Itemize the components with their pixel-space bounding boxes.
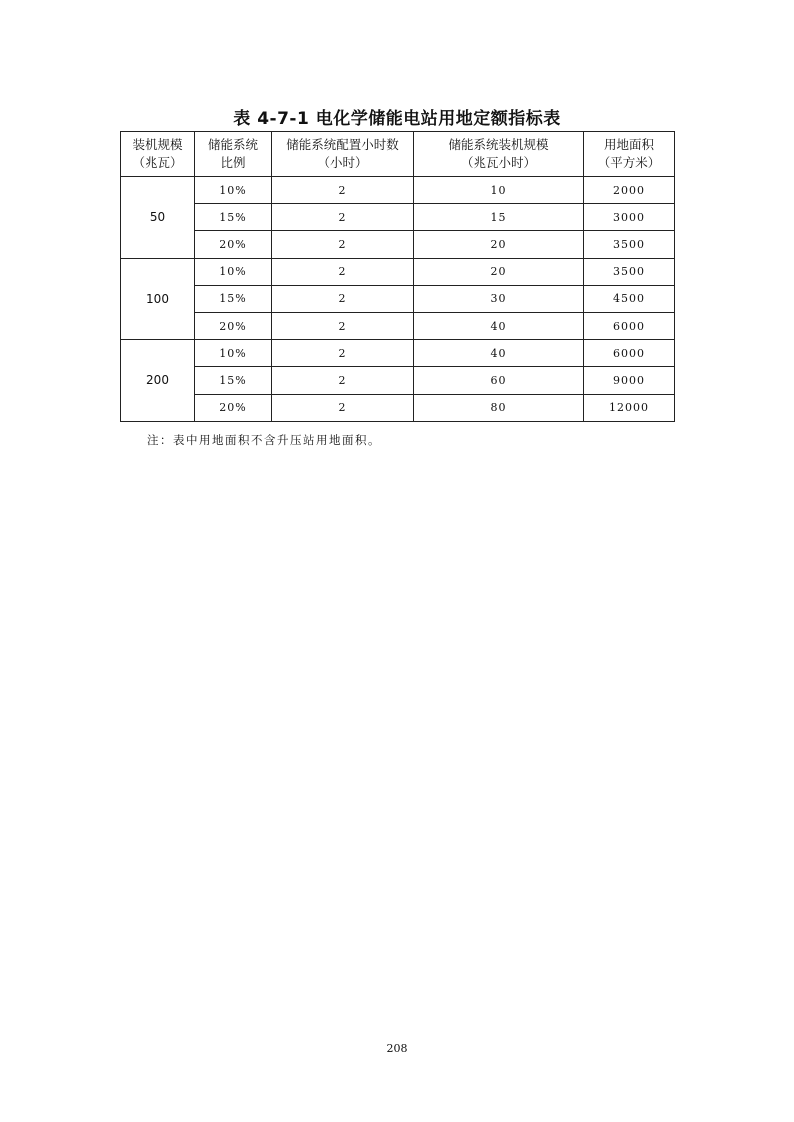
header-label: 装机规模	[132, 137, 183, 152]
table-row	[121, 258, 675, 285]
ratio-cell: 20%	[195, 231, 272, 258]
table-title: 表 4-7-1 电化学储能电站用地定额指标表	[233, 109, 561, 129]
header-unit: 比例	[220, 155, 246, 170]
ratio-cell: 15%	[195, 204, 272, 231]
header-ratio	[195, 132, 272, 177]
ratio-cell: 10%	[195, 258, 272, 285]
hours-cell: 2	[272, 285, 414, 312]
hours-cell: 2	[272, 394, 414, 421]
header-unit: （小时）	[317, 155, 368, 170]
header-hours	[272, 132, 414, 177]
header-capacity	[121, 132, 195, 177]
header-label: 储能系统装机规模	[448, 137, 549, 152]
hours-cell: 2	[272, 367, 414, 394]
scale-cell: 60	[414, 367, 584, 394]
header-label: 储能系统	[207, 137, 258, 152]
header-unit: （平方米）	[597, 155, 661, 170]
table-row	[121, 204, 675, 231]
capacity-cell: 50	[121, 177, 195, 259]
table-header-row	[121, 132, 675, 177]
area-cell: 3500	[584, 258, 675, 285]
ratio-cell: 10%	[195, 177, 272, 204]
area-cell: 12000	[584, 394, 675, 421]
ratio-cell: 20%	[195, 312, 272, 339]
table-row	[121, 312, 675, 339]
area-cell: 9000	[584, 367, 675, 394]
table-row	[121, 340, 675, 367]
page-number: 208	[386, 1042, 408, 1055]
header-unit: （兆瓦）	[132, 155, 183, 170]
scale-cell: 40	[414, 312, 584, 339]
table-row	[121, 177, 675, 204]
area-cell: 4500	[584, 285, 675, 312]
ratio-cell: 10%	[195, 340, 272, 367]
scale-cell: 30	[414, 285, 584, 312]
header-label: 用地面积	[603, 137, 654, 152]
hours-cell: 2	[272, 340, 414, 367]
header-unit: （兆瓦小时）	[460, 155, 536, 170]
hours-cell: 2	[272, 258, 414, 285]
ratio-cell: 15%	[195, 367, 272, 394]
table-row	[121, 367, 675, 394]
header-scale	[414, 132, 584, 177]
capacity-cell: 100	[121, 258, 195, 340]
capacity-cell: 200	[121, 340, 195, 422]
area-cell: 6000	[584, 340, 675, 367]
hours-cell: 2	[272, 231, 414, 258]
hours-cell: 2	[272, 204, 414, 231]
table-row	[121, 231, 675, 258]
scale-cell: 15	[414, 204, 584, 231]
header-label: 储能系统配置小时数	[286, 137, 399, 152]
scale-cell: 10	[414, 177, 584, 204]
scale-cell: 80	[414, 394, 584, 421]
area-cell: 3000	[584, 204, 675, 231]
scale-cell: 20	[414, 231, 584, 258]
scale-cell: 20	[414, 258, 584, 285]
table-row	[121, 285, 675, 312]
hours-cell: 2	[272, 177, 414, 204]
area-cell: 3500	[584, 231, 675, 258]
area-cell: 2000	[584, 177, 675, 204]
area-cell: 6000	[584, 312, 675, 339]
hours-cell: 2	[272, 312, 414, 339]
table-note: 注：表中用地面积不含升压站用地面积。	[147, 433, 381, 447]
header-area	[584, 132, 675, 177]
ratio-cell: 20%	[195, 394, 272, 421]
ratio-cell: 15%	[195, 285, 272, 312]
land-quota-table	[120, 131, 675, 422]
table-row	[121, 394, 675, 421]
scale-cell: 40	[414, 340, 584, 367]
